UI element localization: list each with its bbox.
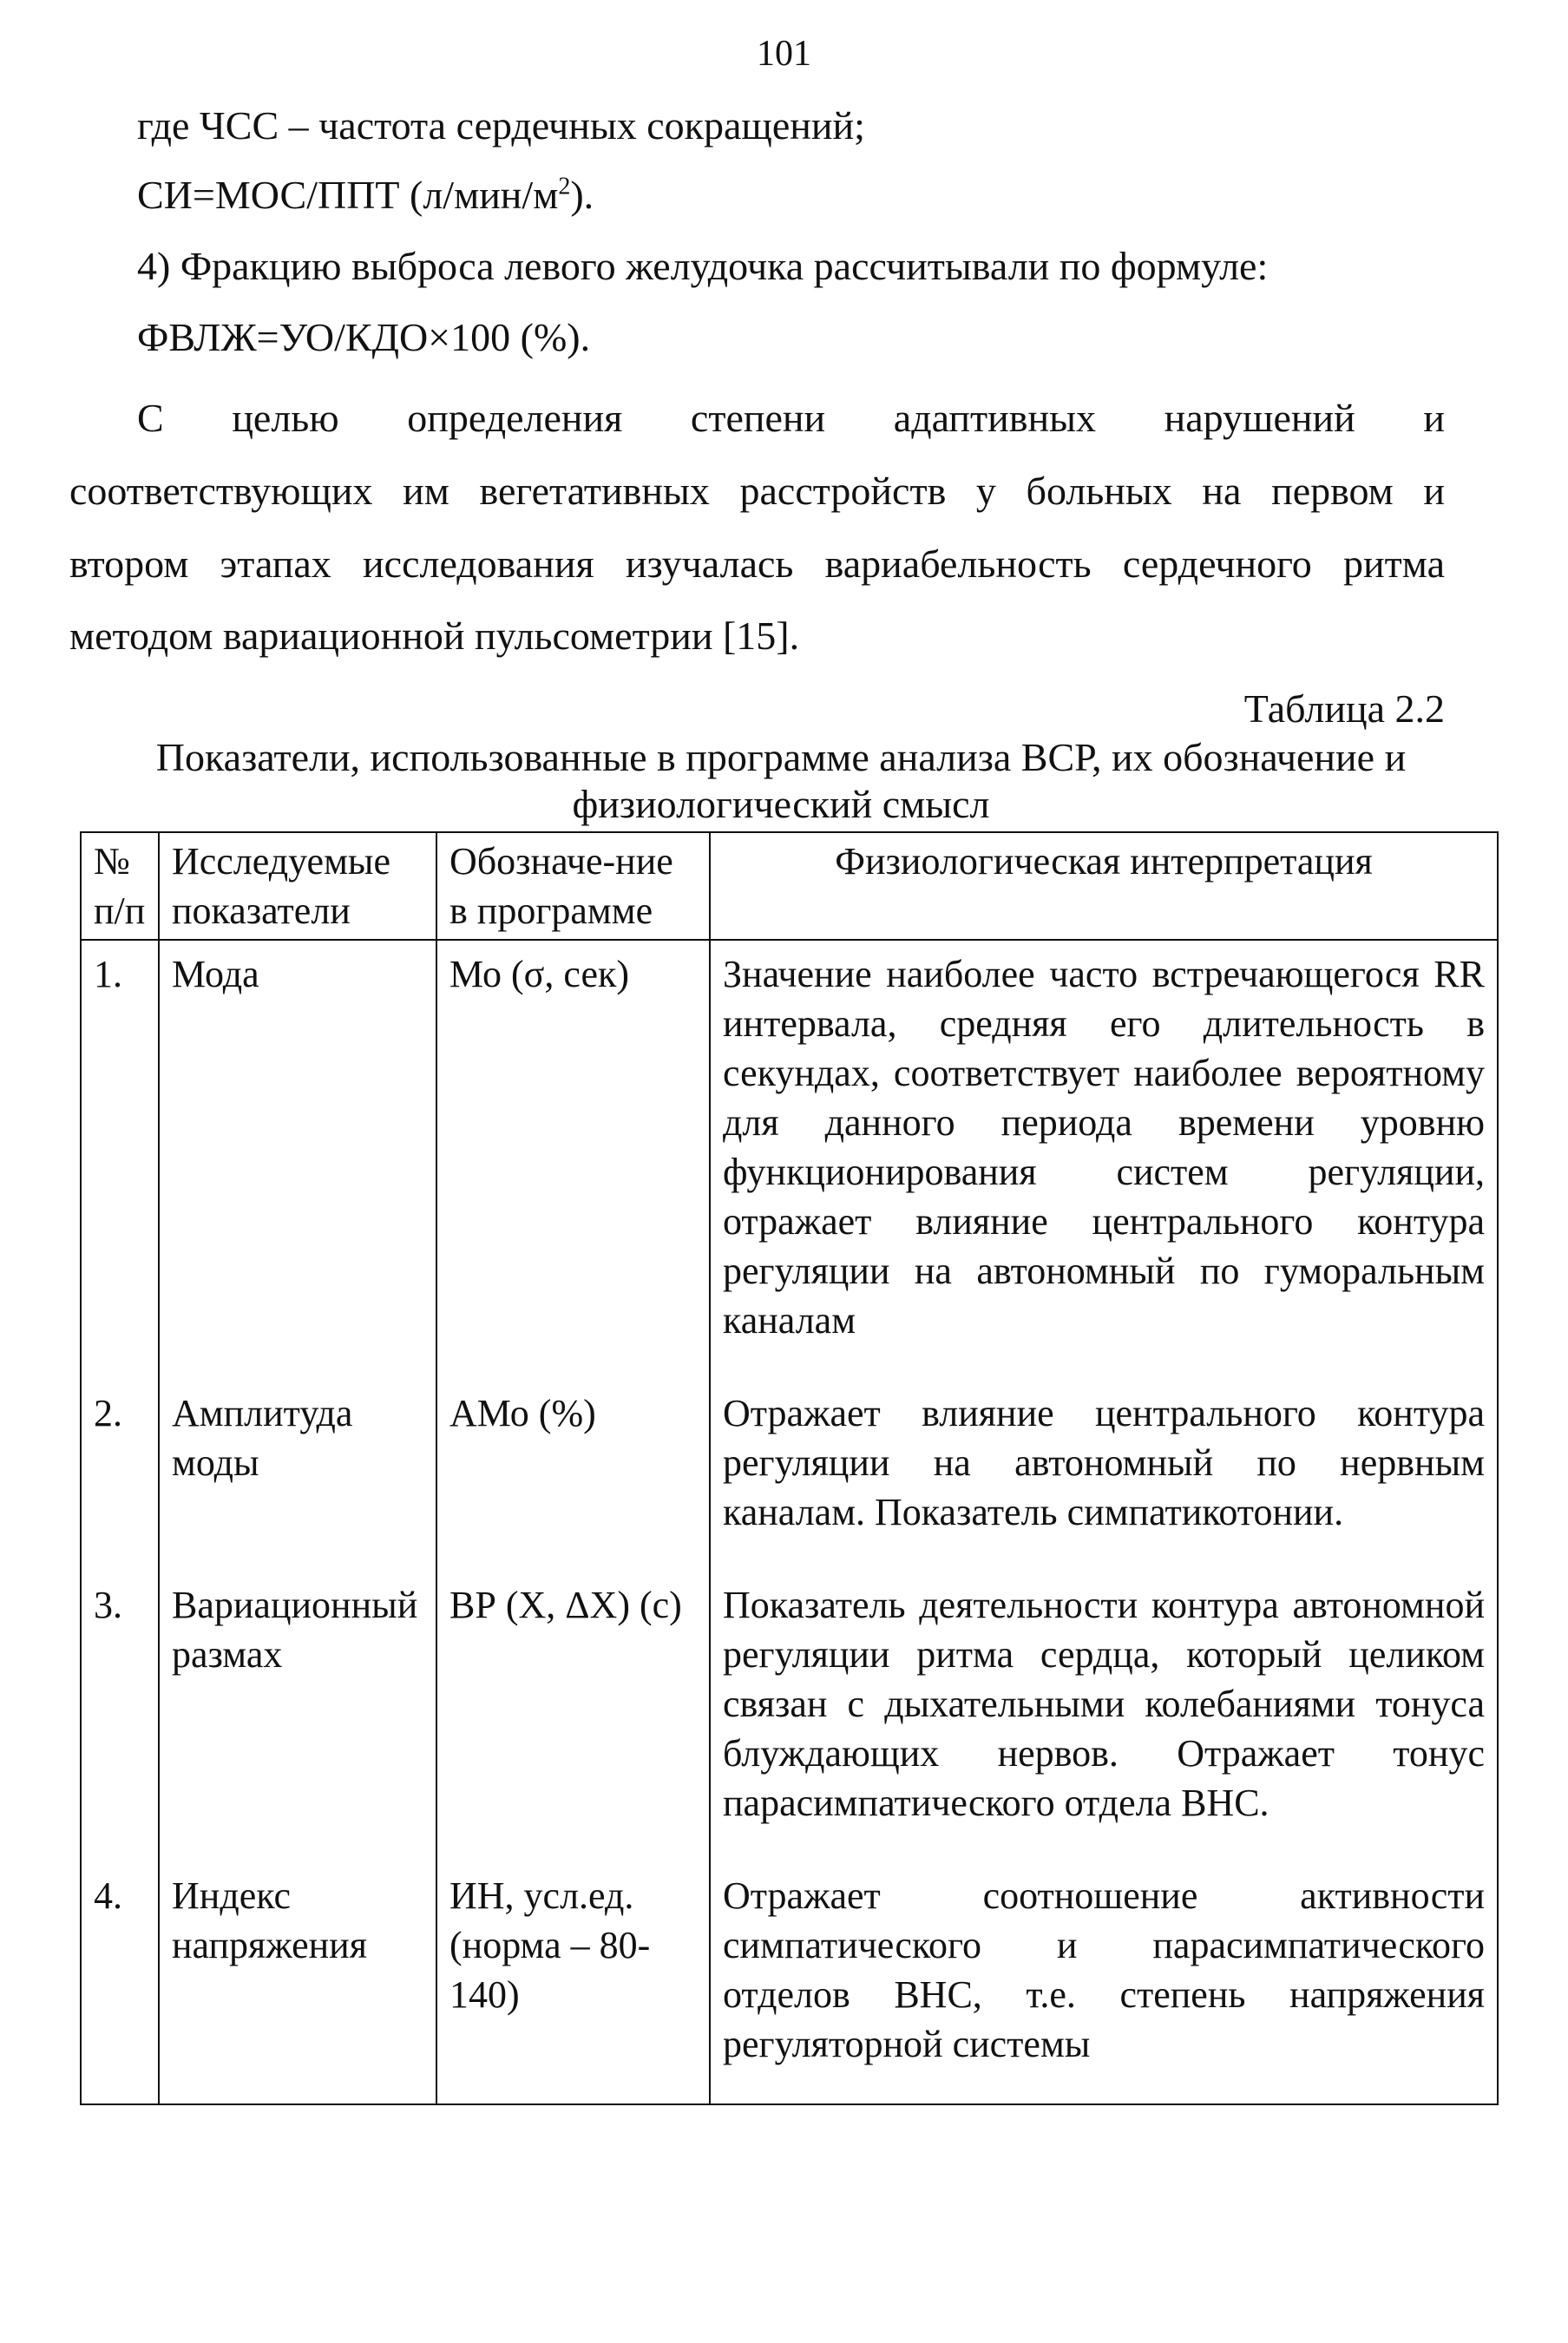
row-interpretation: Значение наиболее часто встречающегося RR интервала, средняя его длительность в секундах, соответствует наиболее вероятному для данного периода времени уровню функционирования систем регуляции, отражает влияние центрального контура регуляции на автономный по гуморальным каналам [710,940,1498,1380]
table-row [81,940,1498,1380]
paragraph-line-2: соответствующих им вегетативных расстройств у больных на первом и [69,469,1445,513]
paragraph-line-3: втором этапах исследования изучалась вариабельность сердечного ритма [69,541,1445,586]
table-row [81,1380,1498,1572]
row-num: 1. [81,940,159,1380]
si-formula [137,172,594,218]
row-name: Вариационный размах [159,1572,436,1862]
row-name: Амплитуда моды [159,1380,436,1572]
header-code: Обозначе-ние в программе [436,832,710,940]
paragraph-line-1: С целью определения степени адаптивных нарушений и [137,396,1445,440]
row-num: 4. [81,1862,159,2104]
row-num: 2. [81,1380,159,1572]
row-interpretation: Отражает соотношение активности симпатического и парасимпатического отделов ВНС, т.е. степень напряжения регуляторной системы [710,1862,1498,2104]
hss-definition: где ЧСС – частота сердечных сокращений; [137,103,865,148]
paragraph-line-4: методом вариационной пульсометрии [15]. [69,614,800,658]
si-formula-base: СИ=МОС/ППТ (л/мин/м [137,173,559,217]
row-code: Мо (σ, сек) [436,940,710,1380]
fvlzh-formula: ФВЛЖ=УО/КДО×100 (%). [137,315,591,359]
header-num: № п/п [81,832,159,940]
row-interpretation: Показатель деятельности контура автономной регуляции ритма сердца, который целиком связан с дыхательными колебаниями тонуса блуждающих нервов. Отражает тонус парасимпатического отдела ВНС. [710,1572,1498,1862]
row-name: Мода [159,940,436,1380]
row-num: 3. [81,1572,159,1862]
row-code: ВР (Х, ΔХ) (с) [436,1572,710,1862]
table-row [81,1572,1498,1862]
row-name: Индекс напряжения [159,1862,436,2104]
table-label: Таблица 2.2 [1243,686,1445,731]
indicators-table [80,831,1499,2105]
table-row [81,1862,1498,2104]
table-caption: Показатели, использованные в программе анализа ВСР, их обозначение и физиологический смысл [155,735,1407,826]
row-interpretation: Отражает влияние центрального контура регуляции на автономный по нервным каналам. Показатель симпатикотонии. [710,1380,1498,1572]
table-header-row [81,832,1498,940]
row-code: ИН, усл.ед. (норма – 80-140) [436,1862,710,2104]
item-4-heading: 4) Фракцию выброса левого желудочка рассчитывали по формуле: [137,244,1269,288]
page-number: 101 [757,34,811,74]
header-name: Исследуемые показатели [159,832,436,940]
header-interpretation: Физиологическая интерпретация [710,832,1498,940]
si-formula-end: ). [570,173,594,217]
row-code: АМо (%) [436,1380,710,1572]
si-formula-superscript: 2 [558,173,571,200]
